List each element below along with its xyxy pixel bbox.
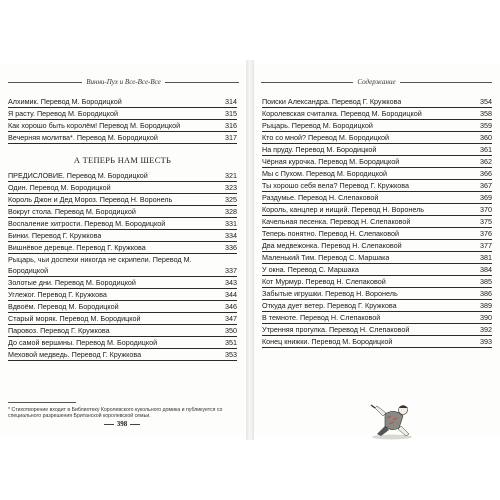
toc-entry-title: Паровоз. Перевод Г. Кружкова <box>8 326 110 335</box>
toc-entry-title: Вдвоём. Перевод М. Бородицкой <box>8 302 119 311</box>
toc-entry-page: 384 <box>480 265 492 274</box>
toc-entry <box>262 204 492 216</box>
toc-entry-title: Кот Мурмур. Перевод Н. Слепаковой <box>262 277 386 286</box>
toc-entry-title: Рыцарь, чьи доспехи никогда не скрипели. Перевод М. Бородицкой <box>8 255 192 275</box>
toc-left-top-list <box>8 96 237 144</box>
toc-entry-title: Рыцарь. Перевод М. Бородицкой <box>262 121 373 130</box>
toc-entry <box>8 108 237 120</box>
toc-entry-page: 362 <box>480 157 492 166</box>
toc-entry-title: Король Джон и Дед Мороз. Перевод Н. Воронель <box>8 195 173 204</box>
toc-entry <box>8 313 237 325</box>
toc-entry <box>262 132 492 144</box>
toc-entry-title: Раздумье. Перевод Н. Слепаковой <box>262 193 379 202</box>
toc-entry <box>262 252 492 264</box>
toc-entry-page: 370 <box>480 205 492 214</box>
book-spine <box>246 60 254 440</box>
toc-entry-title: Поиски Александра. Перевод Г. Кружкова <box>262 97 402 106</box>
section-title: А ТЕПЕРЬ НАМ ШЕСТЬ <box>73 156 172 165</box>
toc-entry-page: 389 <box>480 301 492 310</box>
toc-entry-page: 325 <box>225 195 237 204</box>
toc-entry <box>8 337 237 349</box>
toc-entry-page: 314 <box>225 97 237 106</box>
toc-entry <box>262 168 492 180</box>
toc-entry-title: Два медвежонка. Перевод Н. Слепаковой <box>262 241 402 250</box>
toc-entry-title: Воспаление хитрости. Перевод М. Бородицкой <box>8 219 166 228</box>
toc-entry-page: 359 <box>480 121 492 130</box>
toc-entry-title: Ты хорошо себя вела? Перевод Г. Кружкова <box>262 181 410 190</box>
toc-entry <box>8 242 237 254</box>
toc-entry <box>8 170 237 182</box>
toc-entry-page: 344 <box>225 290 237 299</box>
toc-entry-title: У окна. Перевод С. Маршака <box>262 265 359 274</box>
toc-entry <box>262 192 492 204</box>
toc-entry <box>262 276 492 288</box>
toc-entry-title: Конец книжки. Перевод М. Бородицкой <box>262 337 393 346</box>
toc-entry <box>262 288 492 300</box>
toc-entry <box>262 120 492 132</box>
running-head-left-text: Винни-Пух и Все-Все-Все <box>86 78 161 86</box>
toc-entry-title: Утренняя прогулка. Перевод Н. Слепаковой <box>262 325 410 334</box>
toc-entry-page: 392 <box>480 325 492 334</box>
toc-entry <box>8 96 237 108</box>
toc-entry-title: Король, канцлер и нищий. Перевод Н. Воронель <box>262 205 425 214</box>
toc-entry <box>8 289 237 301</box>
toc-entry-title: До самой вершины. Перевод М. Бородицкой <box>8 338 158 347</box>
page-number: 398 <box>96 419 148 429</box>
toc-entry-page: 346 <box>225 302 237 311</box>
toc-entry <box>262 228 492 240</box>
toc-entry-title: Углежог. Перевод Г. Кружкова <box>8 290 107 299</box>
toc-entry <box>8 230 237 242</box>
toc-entry-title: Меховой медведь. Перевод Г. Кружкова <box>8 350 142 359</box>
footnote: * Стихотворение входит в Библиотеку Королевского кукольного домика и публикуется со специального разрешения Британской королевской семьи. <box>8 407 223 420</box>
toc-entry-page: 386 <box>480 289 492 298</box>
toc-entry <box>8 349 237 361</box>
toc-entry-title: Вокруг стола. Перевод М. Бородицкой <box>8 207 136 216</box>
toc-entry-page: 353 <box>225 350 237 359</box>
toc-entry-title: На пруду. Перевод М. Бородицкой <box>262 145 377 154</box>
toc-entry-page: 323 <box>225 183 237 192</box>
toc-entry <box>262 144 492 156</box>
toc-entry-page: 336 <box>225 243 237 252</box>
toc-right-column <box>262 96 492 348</box>
toc-left-section-list <box>8 170 237 361</box>
toc-entry-page: 321 <box>225 171 237 180</box>
toc-entry-page: 317 <box>225 133 237 142</box>
toc-entry <box>262 96 492 108</box>
toc-entry-page: 377 <box>480 241 492 250</box>
running-head-left <box>8 78 239 86</box>
toc-entry-title: Мы с Пухом. Перевод М. Бородицкой <box>262 169 387 178</box>
toc-entry-title: Как хорошо быть королём! Перевод М. Бородицкой <box>8 121 181 130</box>
toc-entry-page: 390 <box>480 313 492 322</box>
toc-entry-page: 367 <box>480 181 492 190</box>
toc-entry <box>262 264 492 276</box>
toc-entry-title: Один. Перевод М. Бородицкой <box>8 183 111 192</box>
toc-entry-title: Старый моряк. Перевод М. Бородицкой <box>8 314 141 323</box>
toc-entry-page: 351 <box>225 338 237 347</box>
toc-entry-page: 361 <box>480 145 492 154</box>
footnote-rule <box>8 402 76 403</box>
toc-entry-title: Кто со мной? Перевод М. Бородицкой <box>262 133 389 142</box>
toc-entry-page: 375 <box>480 217 492 226</box>
child-playing-illustration <box>365 400 417 440</box>
toc-entry <box>262 336 492 348</box>
toc-entry-page: 381 <box>480 253 492 262</box>
toc-entry-title: Откуда дует ветер. Перевод Г. Кружкова <box>262 301 397 310</box>
toc-entry-page: 337 <box>225 266 237 275</box>
toc-entry-title: Бинки. Перевод Г. Кружкова <box>8 231 102 240</box>
toc-entry-page: 350 <box>225 326 237 335</box>
toc-entry-title: Чёрная курочка. Перевод М. Бородицкой <box>262 157 400 166</box>
toc-entry-page: 328 <box>225 207 237 216</box>
toc-entry-page: 316 <box>225 121 237 130</box>
toc-entry <box>8 277 237 289</box>
toc-entry-page: 376 <box>480 229 492 238</box>
toc-entry <box>8 194 237 206</box>
running-head-right-text: Содержание <box>357 78 396 86</box>
toc-entry <box>262 312 492 324</box>
toc-entry <box>262 216 492 228</box>
toc-entry-page: 354 <box>480 97 492 106</box>
toc-entry-page: 315 <box>225 109 237 118</box>
toc-entry-title: Я расту. Перевод М. Бородицкой <box>8 109 119 118</box>
toc-entry-page: 393 <box>480 337 492 346</box>
toc-entry-title: Забытые игрушки. Перевод Н. Воронель <box>262 289 398 298</box>
toc-entry <box>8 132 237 144</box>
toc-entry-title: Королевская считалка. Перевод М. Бородицкой <box>262 109 422 118</box>
toc-right-list <box>262 96 492 348</box>
toc-entry <box>8 301 237 313</box>
toc-entry-title: Вишнёвое деревце. Перевод Г. Кружкова <box>8 243 146 252</box>
toc-entry <box>262 180 492 192</box>
toc-left-column <box>8 96 237 361</box>
toc-entry <box>262 156 492 168</box>
toc-entry-page: 358 <box>480 109 492 118</box>
toc-entry <box>8 206 237 218</box>
toc-entry-page: 366 <box>480 169 492 178</box>
toc-entry <box>262 324 492 336</box>
toc-entry-title: В темноте. Перевод Н. Слепаковой <box>262 313 381 322</box>
toc-entry-page: 331 <box>225 219 237 228</box>
toc-entry-page: 385 <box>480 277 492 286</box>
toc-entry-title: Алхимик. Перевод М. Бородицкой <box>8 97 122 106</box>
toc-entry <box>262 240 492 252</box>
toc-entry <box>8 254 237 277</box>
running-head-right <box>261 78 492 86</box>
toc-entry <box>8 218 237 230</box>
toc-entry-page: 369 <box>480 193 492 202</box>
toc-entry-title: Качельная песенка. Перевод Н. Слепаковой <box>262 217 411 226</box>
toc-entry <box>8 325 237 337</box>
toc-entry-title: Вечерняя молитва*. Перевод М. Бородицкой <box>8 133 158 142</box>
toc-entry-page: 360 <box>480 133 492 142</box>
toc-entry-title: Теперь понятно. Перевод Н. Слепаковой <box>262 229 399 238</box>
toc-entry-page: 347 <box>225 314 237 323</box>
toc-entry-page: 334 <box>225 231 237 240</box>
toc-entry-title: ПРЕДИСЛОВИЕ. Перевод М. Бородицкой <box>8 171 148 180</box>
toc-entry <box>8 120 237 132</box>
toc-entry-page: 343 <box>225 278 237 287</box>
toc-entry-title: Маленький Тим. Перевод С. Маршака <box>262 253 390 262</box>
toc-entry <box>262 300 492 312</box>
toc-entry <box>262 108 492 120</box>
toc-entry <box>8 182 237 194</box>
toc-entry-title: Золотые дни. Перевод М. Бородицкой <box>8 278 136 287</box>
